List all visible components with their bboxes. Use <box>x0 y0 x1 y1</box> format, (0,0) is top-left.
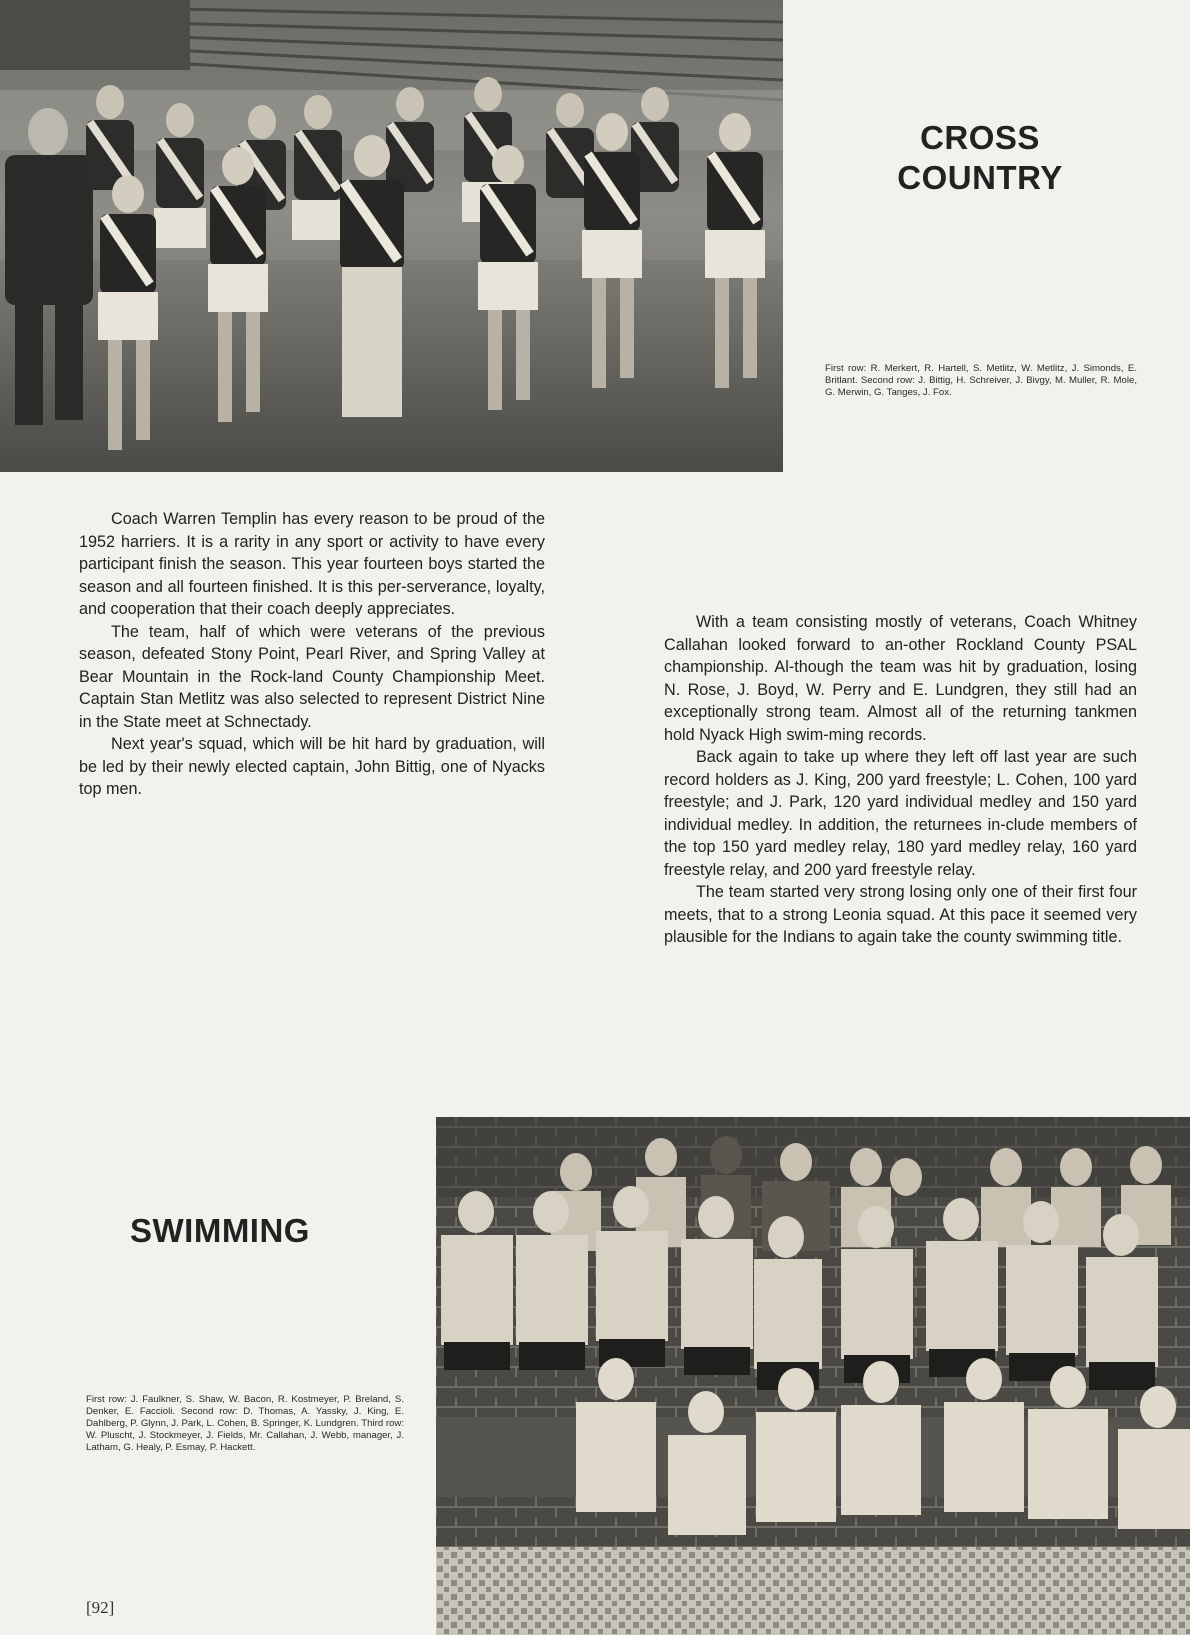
page-number: [92] <box>86 1598 115 1617</box>
swimming-caption: First row: J. Faulkner, S. Shaw, W. Bacon, R. Kostmeyer, P. Breland, S. Denker, E. Faccioli. Second row: D. Thomas, A. Yassky, J. King, E. Dahlberg, P. Glynn, J. Park, L. Cohen, B. Springer, K. Lundgren. Third row: W. Pluscht, J. Stockmeyer, J. Fields, Mr. Callahan, J. Webb, manager, J. Latham, G. Healy, P. Esmay, P. Hackett. <box>86 1394 404 1453</box>
swimming-paragraph: Back again to take up where they left off last year are such record holders as J. King, 200 yard freestyle; L. Cohen, 100 yard freestyle; and J. Park, 120 yard individual medley and 150 yard individual medley. In addition, the returnees in-clude members of the top 150 yard medley relay, 180 yard medley relay, 160 yard freestyle relay, and 200 yard freestyle relay. <box>664 748 1137 879</box>
cross-country-team-photo <box>0 0 783 472</box>
cross-country-title-text: CROSS COUNTRY <box>897 119 1063 196</box>
cross-country-article <box>79 508 545 801</box>
cross-country-paragraph: Coach Warren Templin has every reason to be proud of the 1952 harriers. It is a rarity in any sport or activity to have every participant finish the season. This year fourteen boys started the season and all fourteen finished. It is this per-serverance, loyalty, and cooperation that their coach deeply appreciates. <box>79 510 545 618</box>
swimming-article <box>664 611 1137 949</box>
cross-country-caption: First row: R. Merkert, R. Hartell, S. Metlitz, W. Metlitz, J. Simonds, E. Britlant. Second row: J. Bittig, H. Schreiver, J. Bivgy, M. Muller, R. Mole, G. Merwin, G. Tanges, J. Fox. <box>825 363 1137 398</box>
cross-country-paragraph: Next year's squad, which will be hit hard by graduation, will be led by their newly elected captain, John Bittig, one of Nyacks top men. <box>79 735 545 798</box>
swimming-paragraph: The team started very strong losing only one of their first four meets, that to a strong Leonia squad. At this pace it seemed very plausible for the Indians to again take the county swimming title. <box>664 883 1137 946</box>
swimming-paragraph: With a team consisting mostly of veterans, Coach Whitney Callahan looked forward to an-other Rockland County PSAL championship. Al-though the team was hit by graduation, losing N. Rose, J. Boyd, W. Perry and E. Lundgren, they still had an exceptionally strong team. Almost all of the returning tankmen hold Nyack High swim-ming records. <box>664 613 1137 744</box>
swimming-title: SWIMMING <box>130 1212 310 1249</box>
cross-country-title <box>870 118 1090 198</box>
cross-country-paragraph: The team, half of which were veterans of the previous season, defeated Stony Point, Pearl River, and Spring Valley at Bear Mountain in the Rock-land County Championship Meet. Captain Stan Metlitz was also selected to represent District Nine in the State meet at Schnectady. <box>79 622 545 731</box>
swimming-team-photo <box>436 1117 1190 1635</box>
